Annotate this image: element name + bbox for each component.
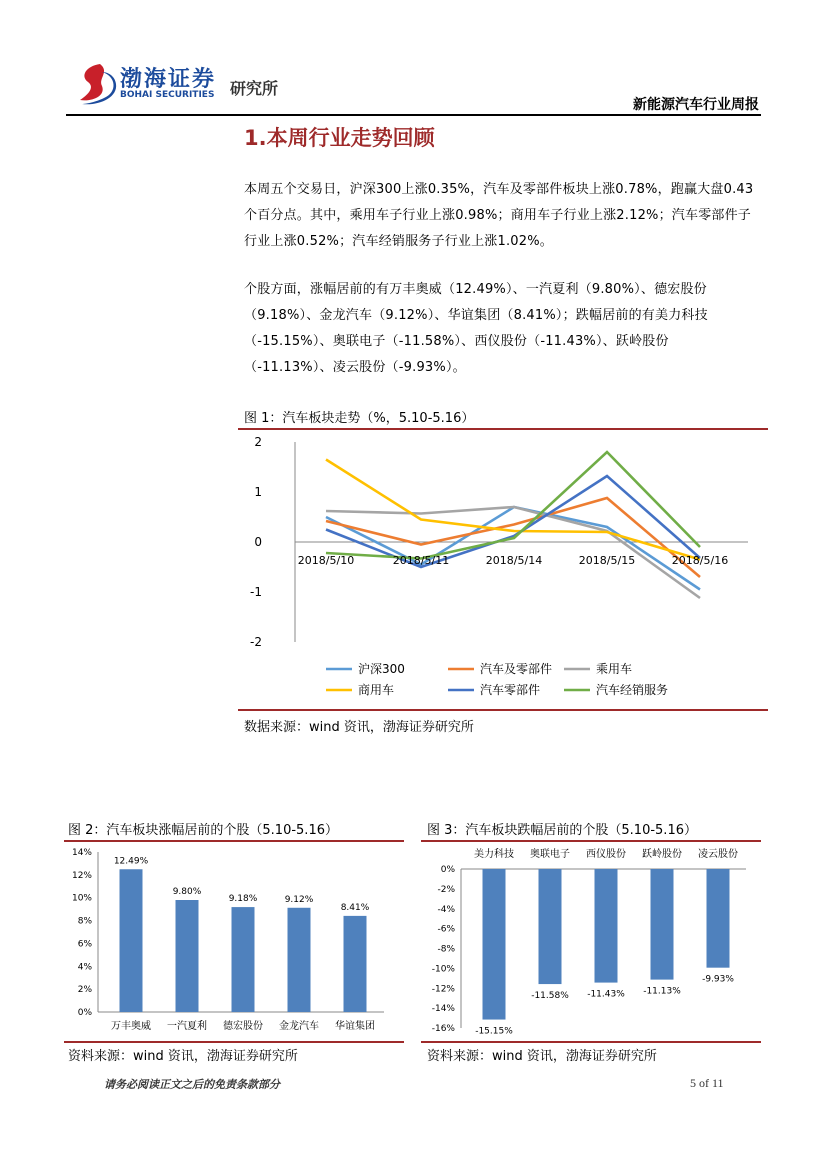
y-tick-label: -10% bbox=[431, 964, 455, 975]
x-tick-label: 奥联电子 bbox=[530, 849, 570, 860]
gainers-bar-chart bbox=[64, 842, 404, 1041]
y-tick-label: -12% bbox=[431, 984, 455, 995]
y-tick-label: 0 bbox=[254, 535, 262, 549]
x-tick-label: 万丰奥威 bbox=[111, 1021, 151, 1032]
x-tick-label: 2018/5/16 bbox=[671, 554, 729, 567]
y-tick-label: 10% bbox=[71, 893, 92, 904]
y-tick-label: 1 bbox=[254, 485, 262, 499]
legend-label: 乘用车 bbox=[596, 662, 633, 676]
x-tick-label: 2018/5/15 bbox=[578, 554, 636, 567]
legend-label: 沪深300 bbox=[358, 662, 405, 676]
figure1-source: 数据来源：wind 资讯，渤海证券研究所 bbox=[244, 720, 474, 735]
data-label: 12.49% bbox=[113, 856, 149, 867]
legend-label: 汽车零部件 bbox=[480, 683, 541, 697]
y-tick-label: 12% bbox=[71, 870, 92, 881]
y-tick-label: -2% bbox=[437, 884, 455, 895]
bar bbox=[344, 916, 367, 1012]
bar bbox=[595, 869, 618, 983]
legend-label: 汽车及零部件 bbox=[480, 662, 553, 676]
data-label: -11.43% bbox=[587, 989, 625, 1000]
line-chart bbox=[238, 430, 768, 708]
y-tick-label: -14% bbox=[431, 1004, 455, 1015]
series-line-1 bbox=[326, 507, 700, 590]
y-tick-label: 2 bbox=[254, 435, 262, 449]
x-tick-label: 2018/5/11 bbox=[392, 554, 450, 567]
data-label: -9.93% bbox=[702, 974, 734, 985]
bar bbox=[539, 869, 562, 984]
y-tick-label: -2 bbox=[250, 635, 262, 649]
figure1-bottom-rule bbox=[238, 709, 768, 711]
figure2-source: 资料来源：wind 资讯，渤海证券研究所 bbox=[68, 1049, 298, 1064]
legend-label: 汽车经销服务 bbox=[596, 683, 669, 697]
figure3-bottom-rule bbox=[421, 1041, 761, 1043]
x-tick-label: 2018/5/10 bbox=[297, 554, 355, 567]
data-label: 9.80% bbox=[172, 887, 202, 897]
x-tick-label: 美力科技 bbox=[474, 849, 514, 860]
y-tick-label: -4% bbox=[437, 904, 455, 915]
figure3-source: 资料来源：wind 资讯，渤海证券研究所 bbox=[427, 1049, 657, 1064]
legend-label: 商用车 bbox=[358, 683, 395, 697]
x-tick-label: 一汽夏利 bbox=[167, 1021, 207, 1032]
bar bbox=[707, 869, 730, 968]
bar bbox=[176, 900, 199, 1012]
dept-name: 研究所 bbox=[230, 79, 279, 98]
x-tick-label: 凌云股份 bbox=[698, 849, 738, 860]
brand-name-cn: 渤海证券 bbox=[120, 66, 217, 92]
bar bbox=[120, 869, 143, 1012]
data-label: -11.58% bbox=[531, 991, 569, 1002]
y-tick-label: 0% bbox=[440, 865, 455, 875]
data-label: 9.12% bbox=[284, 894, 314, 905]
y-tick-label: 2% bbox=[77, 985, 92, 996]
x-tick-label: 金龙汽车 bbox=[279, 1021, 319, 1032]
x-tick-label: 德宏股份 bbox=[223, 1021, 263, 1032]
figure2-bottom-rule bbox=[64, 1041, 404, 1043]
x-tick-label: 2018/5/14 bbox=[485, 554, 543, 567]
y-tick-label: 14% bbox=[71, 848, 92, 858]
bar bbox=[288, 908, 311, 1012]
figure1-title: 图 1：汽车板块走势（%，5.10-5.16） bbox=[244, 411, 475, 426]
y-tick-label: 0% bbox=[77, 1008, 92, 1018]
y-tick-label: -16% bbox=[431, 1024, 455, 1034]
logo-icon bbox=[78, 62, 118, 106]
brand-name-en: BOHAI SECURITIES bbox=[120, 90, 215, 100]
data-label: -15.15% bbox=[475, 1026, 513, 1037]
losers-bar-chart bbox=[421, 842, 761, 1041]
data-label: 8.41% bbox=[340, 902, 370, 913]
x-tick-label: 华谊集团 bbox=[335, 1021, 375, 1032]
report-title: 新能源汽车行业周报 bbox=[633, 97, 759, 113]
data-label: -11.13% bbox=[643, 986, 681, 997]
y-tick-label: 8% bbox=[77, 916, 92, 927]
bar bbox=[483, 869, 506, 1020]
header-rule bbox=[66, 114, 761, 116]
bar bbox=[232, 907, 255, 1012]
page-number: 5 of 11 bbox=[690, 1076, 724, 1090]
x-tick-label: 西仪股份 bbox=[586, 849, 626, 860]
bar bbox=[651, 869, 674, 980]
figure2-title: 图 2：汽车板块涨幅居前的个股（5.10-5.16） bbox=[68, 823, 338, 838]
section-title: 1.本周行业走势回顾 bbox=[244, 126, 435, 150]
figure3-title: 图 3：汽车板块跌幅居前的个股（5.10-5.16） bbox=[427, 823, 697, 838]
paragraph-stocks: 个股方面，涨幅居前的有万丰奥威（12.49%）、一汽夏利（9.80%）、德宏股份（9.18%）、金龙汽车（9.12%）、华谊集团（8.41%）；跌幅居前的有美力科技（-15.15%）、奥联电子（-11.58%）、西仪股份（-11.43%）、跃岭股份（-11.13%）、凌云股份（-9.93%）。 bbox=[244, 282, 708, 375]
data-label: 9.18% bbox=[228, 894, 258, 905]
x-tick-label: 跃岭股份 bbox=[642, 849, 682, 860]
y-tick-label: 4% bbox=[77, 962, 92, 973]
y-tick-label: -8% bbox=[437, 944, 455, 955]
y-tick-label: -6% bbox=[437, 924, 455, 935]
footer-disclaimer: 请务必阅读正文之后的免责条款部分 bbox=[104, 1078, 280, 1091]
paragraph-summary: 本周五个交易日，沪深300上涨0.35%，汽车及零部件板块上涨0.78%，跑赢大盘0.43个百分点。其中，乘用车子行业上涨0.98%；商用车子行业上涨2.12%；汽车零部件子行业上涨0.52%；汽车经销服务子行业上涨1.02%。 bbox=[244, 182, 754, 249]
y-tick-label: 6% bbox=[77, 939, 92, 950]
y-tick-label: -1 bbox=[250, 585, 262, 599]
